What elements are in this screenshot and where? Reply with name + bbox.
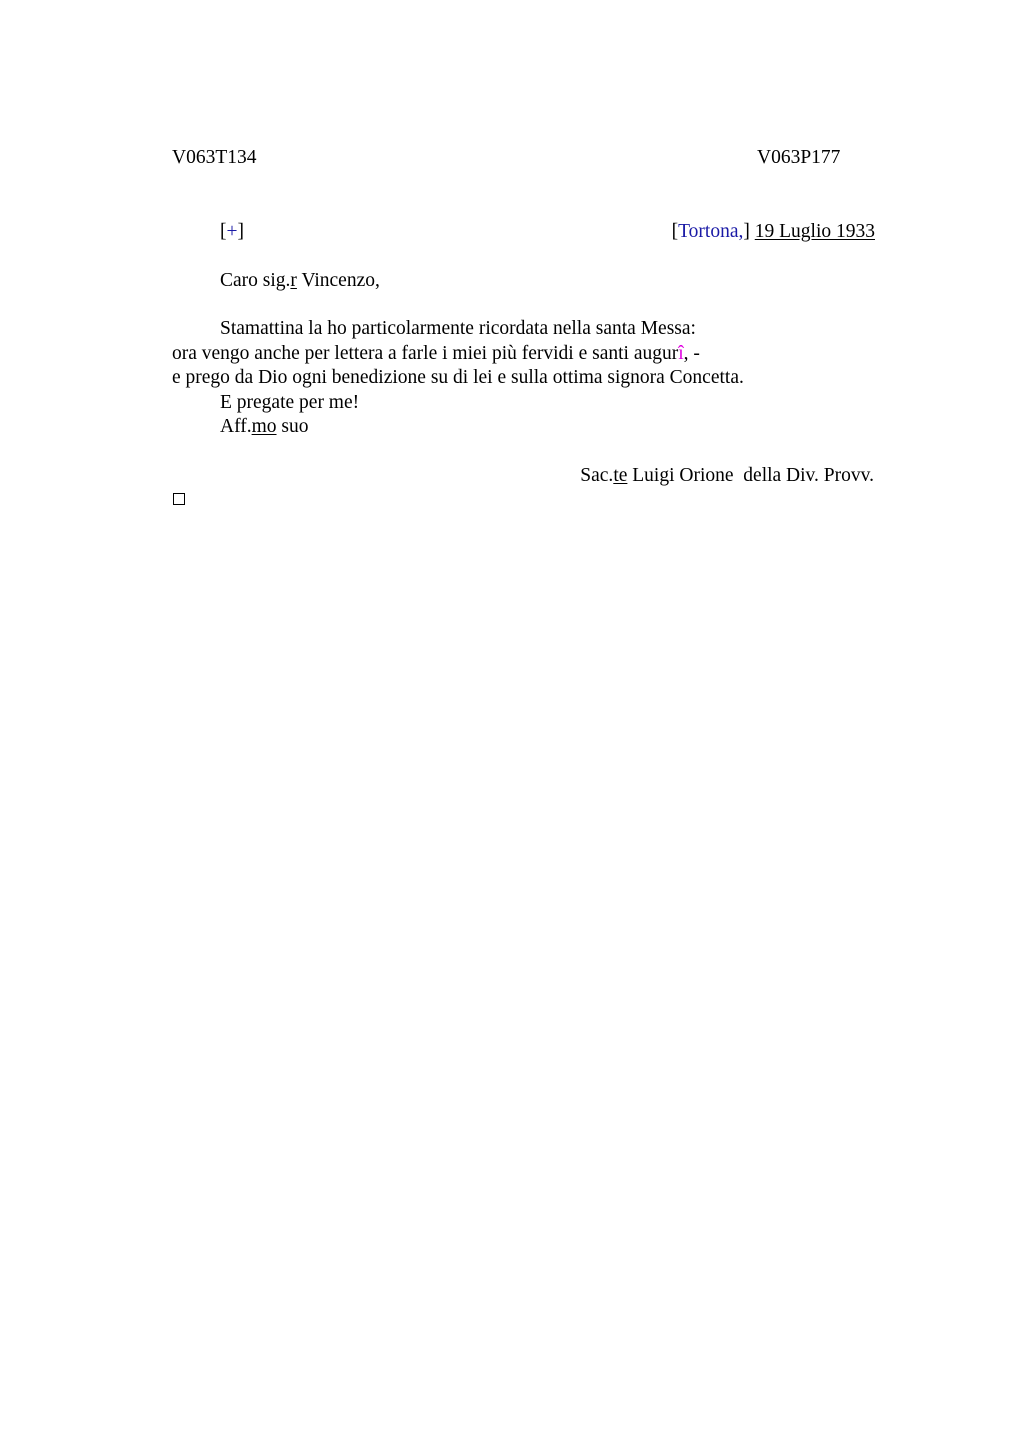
place-name: Tortona, (678, 221, 744, 242)
cross-mark (220, 220, 244, 245)
body-line-2 (172, 342, 700, 367)
closing-abbreviation: mo (251, 416, 277, 437)
cross-symbol: + (226, 221, 238, 242)
bracket-close: ] (237, 221, 244, 242)
signature (580, 464, 874, 489)
salutation-name: Vincenzo, (296, 270, 380, 291)
body-line-1: Stamattina la ho particolarmente ricordata nella santa Messa: (220, 318, 696, 339)
checkbox-square-icon (173, 493, 185, 505)
editorial-mark: î (678, 343, 684, 364)
signature-title: Sac. (580, 465, 614, 486)
place-date (672, 220, 875, 245)
closing (220, 415, 308, 440)
closing-word: suo (276, 416, 309, 437)
page-code-right: V063P177 (757, 147, 841, 168)
body-line-3: e prego da Dio ogni benedizione su di lei e sulla ottima signora Concetta. (172, 367, 744, 388)
document-code-left: V063T134 (172, 147, 257, 168)
body-line-2-end: , - (683, 343, 700, 364)
salutation (220, 269, 380, 294)
place-bracket-open: [ (671, 221, 679, 242)
body-line-2-text: ora vengo anche per lettera a farle i miei più fervidi e santi augur (172, 343, 679, 364)
salutation-text: Caro sig. (220, 270, 291, 291)
salutation-abbreviation: r (290, 270, 297, 291)
closing-text: Aff. (220, 416, 252, 437)
bracket-open: [ (220, 221, 227, 242)
place-bracket-close: ] (743, 221, 750, 242)
body-line-4: E pregate per me! (220, 392, 360, 413)
signature-name: Luigi Orione della Div. Provv. (627, 465, 874, 486)
signature-abbreviation: te (613, 465, 628, 486)
letter-date: 19 Luglio 1933 (754, 221, 875, 242)
